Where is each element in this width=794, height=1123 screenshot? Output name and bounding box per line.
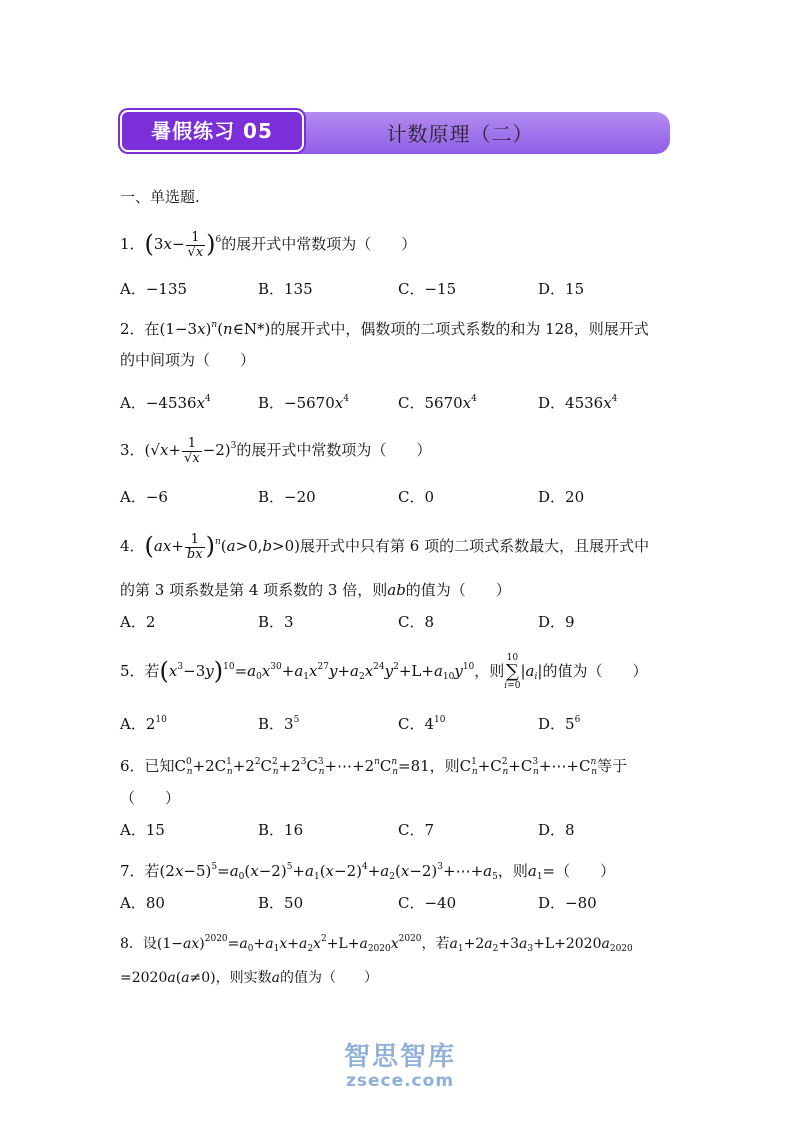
question-4: 4．(ax+ $\frac{1}{bx}$ )$^n$(a>0,b>0)展开式中只有第 6 项的二项式系数最大，且展开式中 <box>120 531 650 562</box>
question-7: 7．若$(2x-5)^5=a_0(x-2)^5+a_1(x-2)^4+a_2(x-2)^3+\cdots+a_5$，则$a_1=$（ ） <box>120 862 616 882</box>
exercise-tag <box>120 110 304 152</box>
q1-option-b: B．135 <box>258 280 313 298</box>
title-bar <box>250 112 670 154</box>
title-banner <box>120 110 670 154</box>
question-4-cont: 的第 3 项系数是第 4 项系数的 3 倍，则ab的值为（ ） <box>120 581 511 599</box>
q1-option-d: D．15 <box>538 280 585 298</box>
q6-option-b: B．16 <box>258 821 304 839</box>
q5-option-d: D．$5^6$ <box>538 715 581 733</box>
question-3: 3．(√x+ $\frac{1}{√x}$ −2)$^3$的展开式中常数项为（ ） <box>120 435 432 466</box>
q3-option-a: A．−6 <box>120 488 168 506</box>
q7-option-a: A．80 <box>120 894 165 912</box>
q5-option-c: C．$4^{10}$ <box>398 715 446 733</box>
watermark-logo <box>300 1042 500 1090</box>
question-2-cont: 的中间项为（ ） <box>120 351 256 369</box>
question-5: 5．若$(x^3-3y)^{10}=a_0x^{30}+a_1x^{27}y+a_2x^{24}y^2+L+a_{10}y^{10}$，则10 ∑ $i=0|a_i|$的值为（ ） <box>120 653 648 691</box>
q7-option-b: B．50 <box>258 894 304 912</box>
question-2: 2．在$(1-3x)^n(n\in N*)$的展开式中，偶数项的二项式系数的和为 128，则展开式 <box>120 320 649 338</box>
watermark-cn: 智思智库 <box>343 1042 456 1072</box>
page-title: 计数原理（二） <box>386 122 534 146</box>
q6-option-c: C．7 <box>398 821 435 839</box>
q1-option-a: A．−135 <box>120 280 188 298</box>
q2-option-c: C．$5670x^4$ <box>398 394 477 412</box>
q3-option-d: D．20 <box>538 488 585 506</box>
q4-option-c: C．8 <box>398 613 435 631</box>
q2-option-b: B．$-5670x^4$ <box>258 394 349 412</box>
q7-option-d: D．−80 <box>538 894 597 912</box>
q2-option-d: D．$4536x^4$ <box>538 394 618 412</box>
question-8: 8．设$(1-ax)^{2020}=a_0+a_1x+a_2x^2+L+a_{2020}x^{2020}$，若$a_1+2a_2+3a_3+L+2020a_{2020}$ <box>120 934 633 954</box>
q3-option-c: C．0 <box>398 488 435 506</box>
q4-option-a: A．2 <box>120 613 156 631</box>
q3-option-b: B．−20 <box>258 488 316 506</box>
q4-option-d: D．9 <box>538 613 575 631</box>
question-6-cont: （ ） <box>120 789 181 807</box>
question-1: 1．(3x− $\frac{1}{√x}$ )$^6$的展开式中常数项为（ ） <box>120 229 417 260</box>
q2-option-a: A．$-4536x^4$ <box>120 394 211 412</box>
q5-option-a: A．$2^{10}$ <box>120 715 167 733</box>
q6-option-d: D．8 <box>538 821 575 839</box>
q4-option-b: B．3 <box>258 613 294 631</box>
exercise-tag-label: 暑假练习 05 <box>151 119 273 143</box>
section-heading: 一、单选题. <box>120 188 200 206</box>
question-6: 6．已知$C^0_n+2C^1_n+2^2C^2_n+2^3C^3_n+\cdots+2^nC^n_n=81$，则$C^1_n+C^2_n+C^3_n+\cdots+C^n_n$等于 <box>120 757 628 777</box>
question-8-cont: =2020a(a≠0)，则实数a的值为（ ） <box>120 970 379 986</box>
q6-option-a: A．15 <box>120 821 165 839</box>
q5-option-b: B．$3^5$ <box>258 715 300 733</box>
q7-option-c: C．−40 <box>398 894 457 912</box>
watermark-en: zsece.com <box>345 1071 455 1091</box>
q1-option-c: C．−15 <box>398 280 457 298</box>
